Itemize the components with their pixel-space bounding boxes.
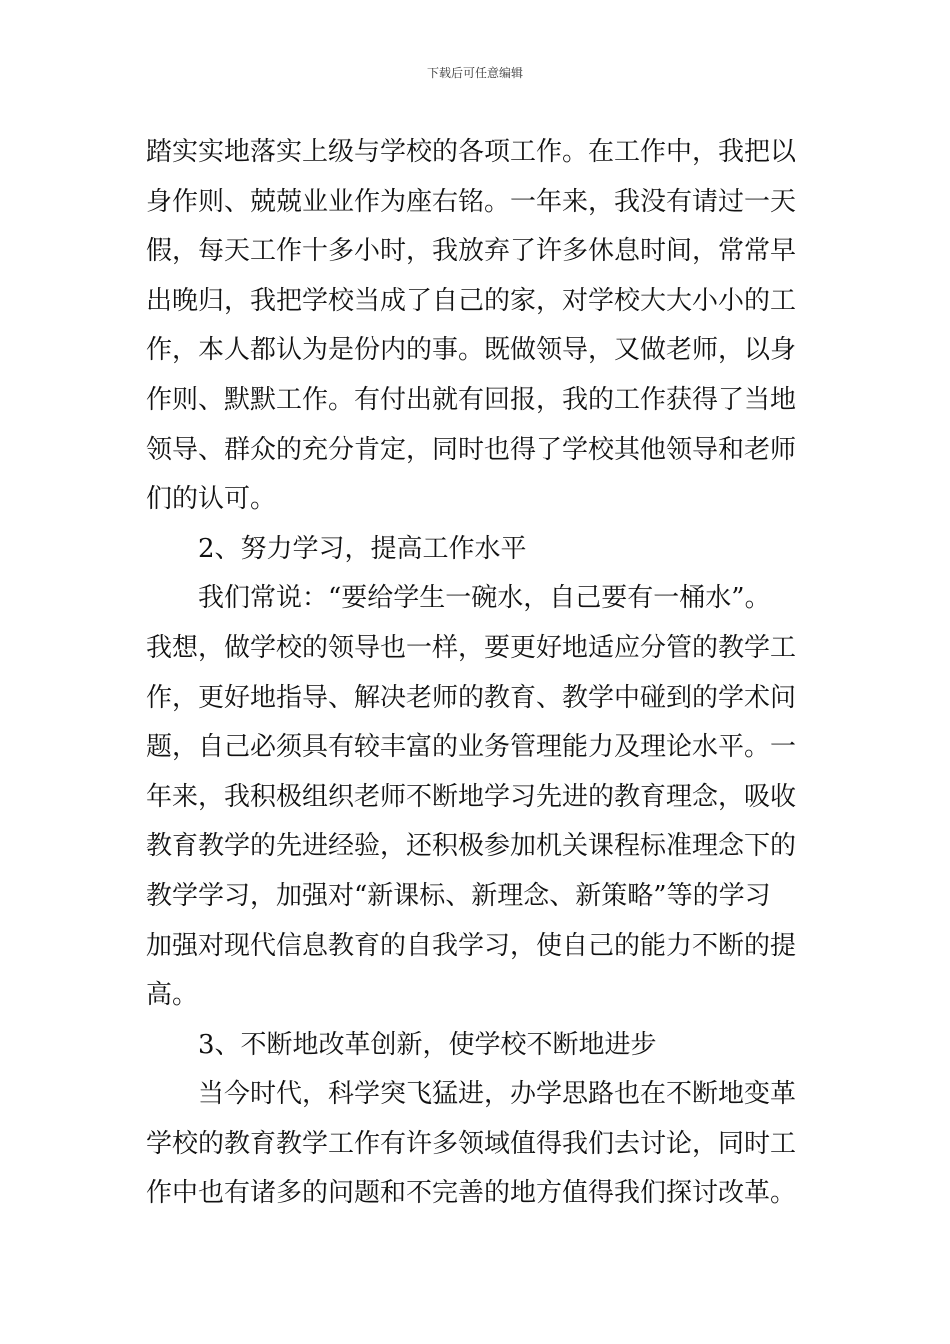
text-line: 我们常说：“要给学生一碗水，自己要有一桶水”。 [198, 583, 771, 614]
document-body [146, 128, 806, 1219]
text-line: 加强对现代信息教育的自我学习，使自己的能力不断的提 [146, 930, 797, 961]
text-line: 踏实实地落实上级与学校的各项工作。在工作中，我把以 [146, 137, 797, 167]
text-line: 教学学习，加强对“新课标、新理念、新策略”等的学习 [146, 880, 771, 911]
text-line: 教育教学的先进经验，还积极参加机关课程标准理念下的 [146, 831, 797, 862]
text-line: 题，自己必须具有较丰富的业务管理能力及理论水平。一 [146, 732, 797, 763]
text-line: 当今时代，科学突飞猛进，办学思路也在不断地变革 [198, 1079, 797, 1110]
text-line: 领导、群众的充分肯定，同时也得了学校其他领导和老师 [146, 434, 797, 465]
text-line: 作则、默默工作。有付出就有回报，我的工作获得了当地 [146, 384, 797, 415]
text-line: 我想，做学校的领导也一样，要更好地适应分管的教学工 [146, 632, 797, 663]
text-line: 3、不断地改革创新，使学校不断地进步 [198, 1029, 657, 1060]
text-line: 出晚归，我把学校当成了自己的家，对学校大大小小的工 [146, 285, 797, 316]
text-line: 作，更好地指导、解决老师的教育、教学中碰到的学术问 [146, 682, 797, 713]
text-line: 身作则、兢兢业业作为座右铭。一年来，我没有请过一天 [146, 186, 797, 217]
text-line: 学校的教育教学工作有许多领域值得我们去讨论，同时工 [146, 1128, 797, 1159]
text-line: 作中也有诸多的问题和不完善的地方值得我们探讨改革。 [146, 1178, 797, 1209]
text-line: 2、努力学习，提高工作水平 [198, 533, 527, 564]
page-header: 下载后可任意编辑 [426, 66, 523, 80]
text-line: 们的认可。 [146, 484, 277, 515]
text-line: 假，每天工作十多小时，我放弃了许多休息时间，常常早 [146, 236, 797, 267]
text-line: 高。 [146, 980, 199, 1011]
text-line: 作，本人都认为是份内的事。既做领导，又做老师，以身 [146, 335, 797, 366]
text-line: 年来，我积极组织老师不断地学习先进的教育理念，吸收 [146, 781, 797, 812]
